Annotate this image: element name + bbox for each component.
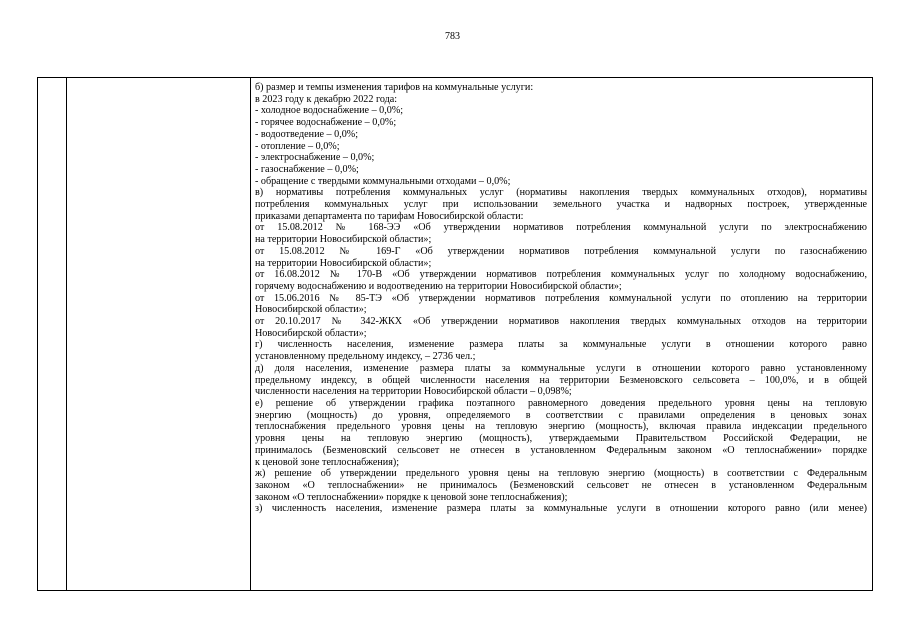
- text-line: - отопление – 0,0%;: [255, 140, 340, 152]
- text-line: энергию (мощность) до уровня, определяемого в соответствии с правилами определения в ценовых зонах: [255, 409, 867, 421]
- text-line: - горячее водоснабжение – 0,0%;: [255, 117, 397, 129]
- text-line: установленному предельному индексу, – 2736 чел.;: [255, 351, 476, 363]
- column-divider-1: [66, 78, 67, 590]
- text-line: в 2023 году к декабрю 2022 года:: [255, 93, 398, 105]
- text-line: приказами департамента по тарифам Новосибирской области:: [255, 210, 524, 222]
- text-line: от 20.10.2017 № 342-ЖКХ «Об утверждении нормативов накопления твердых коммунальных отходов на территории: [255, 316, 867, 328]
- table-cell-text: [255, 82, 867, 515]
- text-line: к ценовой зоне теплоснабжения);: [255, 456, 400, 468]
- text-line: - электроснабжение – 0,0%;: [255, 152, 375, 164]
- text-line: законом «О теплоснабжении» не принималось (Безменовский сельсовет не отнесен в установленном Федеральным: [255, 479, 867, 491]
- text-line: предельному индексу, в общей численности населения на территории Безменовского сельсовета – 100,0%, и в общей: [255, 374, 867, 386]
- text-line: законом «О теплоснабжении» порядке к ценовой зоне теплоснабжения);: [255, 491, 568, 503]
- text-line: численности населения на территории Новосибирской области – 0,098%;: [255, 386, 572, 398]
- text-line: Новосибирской области»;: [255, 304, 367, 316]
- text-line: на территории Новосибирской области»;: [255, 234, 432, 246]
- text-line: - обращение с твердыми коммунальными отходами – 0,0%;: [255, 175, 511, 187]
- text-line: теплоснабжения предельного уровня цены на тепловую энергию (мощность), включая правила индексации предельного: [255, 421, 867, 433]
- column-divider-2: [250, 78, 251, 590]
- text-line: в) нормативы потребления коммунальных услуг (нормативы накопления твердых коммунальных отходов), нормативы: [255, 187, 867, 199]
- text-line: горячему водоснабжению и водоотведению на территории Новосибирской области»;: [255, 280, 622, 292]
- text-line: уровня цены на тепловую энергию (мощность), утверждаемыми Правительством Российской Федерации, не: [255, 433, 867, 445]
- document-table: [37, 77, 873, 591]
- text-line: г) численность населения, изменение размера платы за коммунальные услуги в отношении которого равно: [255, 339, 867, 351]
- text-line: д) доля населения, изменение размера платы за коммунальные услуги в отношении которого равно установленному: [255, 362, 867, 374]
- text-line: з) численность населения, изменение размера платы за коммунальные услуги в отношении которого равно (или менее): [255, 503, 867, 515]
- text-line: Новосибирской области»;: [255, 327, 367, 339]
- text-line: от 15.08.2012 № 169-Г «Об утверждении нормативов потребления коммунальной услуги по газоснабжению: [255, 245, 867, 257]
- text-line: б) размер и темпы изменения тарифов на коммунальные услуги:: [255, 82, 534, 93]
- text-line: е) решение об утверждении графика поэтапного равномерного доведения предельного уровня цены на тепловую: [255, 397, 867, 409]
- text-line: - холодное водоснабжение – 0,0%;: [255, 105, 404, 117]
- text-line: - газоснабжение – 0,0%;: [255, 163, 359, 175]
- text-line: на территории Новосибирской области»;: [255, 257, 432, 269]
- text-line: потребления коммунальных услуг при использовании земельного участка и надворных построек, утвержденные: [255, 199, 867, 211]
- text-line: от 16.08.2012 № 170-В «Об утверждении нормативов потребления коммунальных услуг по холодному водоснабжению,: [255, 269, 867, 281]
- page-number: 783: [445, 31, 460, 42]
- text-line: принималось (Безменовский сельсовет не отнесен в установленном Федеральным законом «О теплоснабжении» порядке: [255, 444, 867, 456]
- text-line: - водоотведение – 0,0%;: [255, 128, 359, 140]
- text-line: от 15.06.2016 № 85-ТЭ «Об утверждении нормативов потребления коммунальной услуги по отоплению на территории: [255, 292, 867, 304]
- text-line: от 15.08.2012 № 168-ЭЭ «Об утверждении нормативов потребления коммунальной услуги по электроснабжению: [255, 222, 867, 234]
- text-line: ж) решение об утверждении предельного уровня цены на тепловую энергию (мощность) в соответствии с Федеральным: [255, 468, 867, 480]
